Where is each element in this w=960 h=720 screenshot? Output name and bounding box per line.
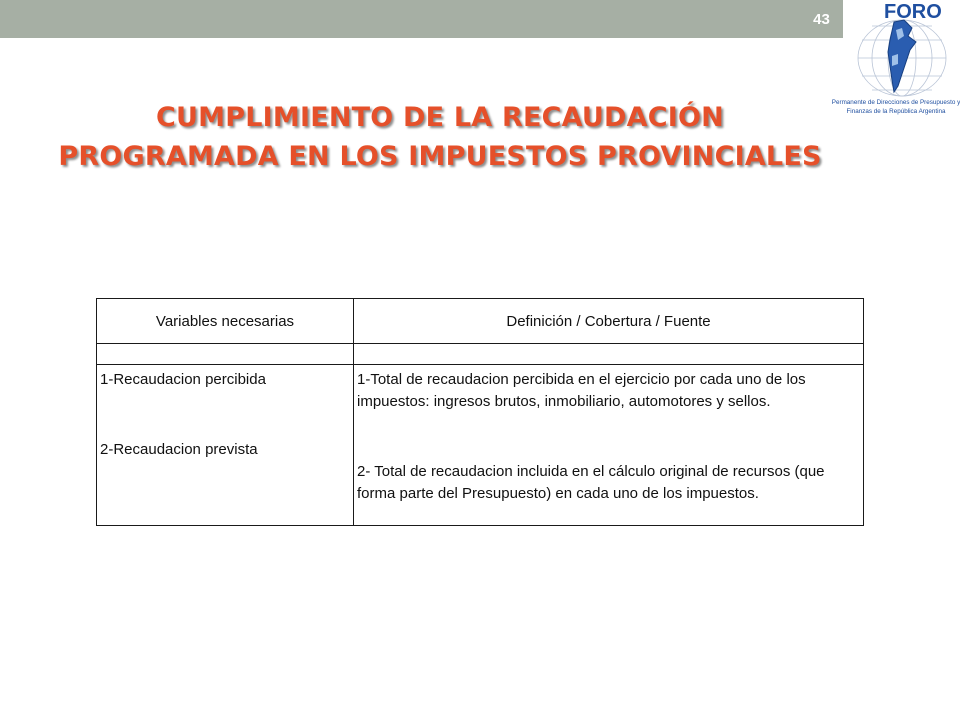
logo-subtitle-1: Permanente de Direcciones de Presupuesto y xyxy=(832,99,960,106)
title-line-2: PROGRAMADA EN LOS IMPUESTOS PROVINCIALES xyxy=(58,141,822,172)
top-bar xyxy=(0,0,843,38)
variables-table xyxy=(96,298,864,526)
table-row xyxy=(97,365,864,526)
variable-2: 2-Recaudacion prevista xyxy=(100,441,258,458)
header-variables: Variables necesarias xyxy=(97,299,354,344)
table-header-row xyxy=(97,299,864,344)
table-spacer-row xyxy=(97,344,864,365)
logo-subtitle-2: Finanzas de la República Argentina xyxy=(846,108,946,115)
page-number: 43 xyxy=(813,10,830,28)
definition-1: 1-Total de recaudacion percibida en el ejercicio por cada uno de los impuestos: ingresos brutos, inmobiliario, automotores y sellos. xyxy=(357,371,806,410)
foro-logo xyxy=(832,0,960,120)
header-definition: Definición / Cobertura / Fuente xyxy=(354,299,864,344)
logo-name: FORO xyxy=(884,1,942,23)
slide-title xyxy=(40,98,840,176)
title-line-1: CUMPLIMIENTO DE LA RECAUDACIÓN xyxy=(156,102,724,133)
definition-2: 2- Total de recaudacion incluida en el cálculo original de recursos (que forma parte del Presupuesto) en cada uno de los impuestos. xyxy=(357,463,825,502)
variable-1: 1-Recaudacion percibida xyxy=(100,371,266,388)
